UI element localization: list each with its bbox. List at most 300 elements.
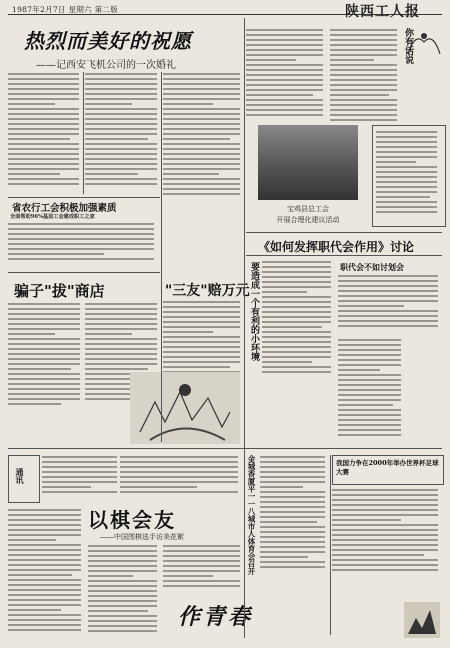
text-line [120, 486, 197, 490]
text-line [8, 373, 80, 377]
text-line [163, 331, 213, 335]
text-line [85, 303, 157, 307]
header-rule [8, 14, 442, 15]
text-line [88, 575, 133, 579]
discussion-rule-bottom [246, 255, 442, 256]
text-line [8, 549, 81, 553]
text-line [332, 529, 438, 533]
text-line [246, 104, 323, 108]
text-line [260, 456, 325, 460]
text-line [88, 560, 157, 564]
text-line [260, 511, 325, 515]
text-line [330, 54, 397, 58]
text-line [8, 348, 80, 352]
text-line [8, 103, 55, 107]
text-line [88, 630, 157, 634]
text-line [163, 78, 240, 82]
text-line [163, 306, 240, 310]
text-line [85, 163, 157, 167]
text-line [262, 321, 331, 325]
text-line [8, 574, 72, 578]
text-line [8, 539, 56, 543]
text-line [246, 39, 323, 43]
text-line [163, 560, 240, 564]
text-line [246, 74, 323, 78]
text-line [8, 313, 80, 317]
text-line [8, 509, 81, 513]
text-line [8, 118, 79, 122]
text-line [8, 148, 79, 152]
text-line [262, 341, 331, 345]
col-divider-3 [244, 18, 245, 638]
text-line [163, 555, 240, 559]
text-line [376, 211, 437, 215]
text-line [85, 338, 157, 342]
text-line [330, 94, 389, 98]
text-line [8, 258, 154, 262]
text-line [8, 178, 79, 182]
decorative-art [130, 372, 240, 444]
issue-date: 1987年2月7日 星期六 第二版 [12, 5, 118, 14]
text-line [338, 300, 438, 304]
text-line [8, 123, 79, 127]
text-line [332, 499, 438, 503]
text-line [376, 136, 437, 140]
text-line [8, 579, 81, 583]
discussion-body-2 [338, 274, 442, 334]
text-line [338, 275, 438, 279]
text-line [8, 534, 81, 538]
top-right-body [330, 28, 400, 128]
text-line [330, 99, 397, 103]
text-line [330, 64, 397, 68]
text-line [260, 466, 325, 470]
liar-body [8, 302, 83, 412]
text-line [8, 594, 81, 598]
text-line [262, 281, 331, 285]
text-line [88, 570, 157, 574]
text-line [332, 554, 424, 558]
text-line [332, 559, 438, 563]
text-line [8, 173, 60, 177]
text-line [163, 113, 240, 117]
text-line [42, 461, 117, 465]
text-line [330, 34, 397, 38]
text-line [8, 153, 79, 157]
union-body [8, 222, 160, 268]
text-line [163, 73, 240, 77]
text-line [8, 98, 79, 102]
text-line [338, 424, 401, 428]
text-line [8, 253, 104, 257]
text-line [246, 99, 323, 103]
calligraphy-banner: 作青春 [178, 604, 254, 630]
text-line [85, 318, 157, 322]
text-line [163, 351, 240, 355]
text-line [338, 280, 438, 284]
col-divider-2 [161, 72, 162, 442]
golden-body [120, 455, 243, 501]
text-line [260, 471, 325, 475]
worldcup-title: 我国力争在2000年举办世界杯足球大赛 [336, 459, 439, 476]
text-line [8, 73, 79, 77]
text-line [85, 143, 157, 147]
text-line [246, 54, 323, 58]
text-line [246, 84, 323, 88]
text-line [338, 374, 401, 378]
text-line [163, 356, 240, 360]
corner-illustration [405, 28, 443, 58]
text-line [42, 486, 91, 490]
text-line [262, 291, 307, 295]
text-line [260, 481, 325, 485]
text-line [163, 575, 213, 579]
text-line [120, 456, 238, 460]
text-line [85, 333, 132, 337]
text-line [8, 398, 80, 402]
text-line [332, 519, 401, 523]
text-line [8, 519, 81, 523]
news-photo [258, 125, 358, 200]
text-line [8, 388, 80, 392]
text-line [338, 364, 401, 368]
text-line [262, 331, 331, 335]
text-line [88, 595, 157, 599]
text-line [163, 326, 240, 330]
text-line [8, 629, 81, 633]
text-line [8, 514, 81, 518]
text-line [376, 171, 437, 175]
text-line [338, 414, 401, 418]
text-line [85, 103, 132, 107]
text-line [163, 311, 240, 315]
text-line [338, 389, 401, 393]
text-line [85, 83, 157, 87]
text-line [260, 561, 325, 565]
discussion-rule-top [246, 232, 442, 233]
text-line [8, 83, 79, 87]
text-line [260, 461, 325, 465]
text-line [338, 325, 438, 329]
text-line [330, 114, 397, 118]
lower-rule [8, 448, 442, 449]
text-line [246, 59, 296, 63]
text-line [42, 471, 117, 475]
text-line [8, 604, 81, 608]
text-line [338, 285, 438, 289]
chess-body-2 [88, 544, 160, 638]
text-line [246, 49, 323, 53]
text-line [262, 366, 331, 370]
text-line [85, 78, 157, 82]
text-line [85, 123, 157, 127]
text-line [262, 301, 331, 305]
text-line [338, 419, 401, 423]
text-line [332, 569, 438, 573]
text-line [88, 615, 157, 619]
text-line [8, 599, 81, 603]
text-line [260, 476, 325, 480]
text-line [88, 555, 157, 559]
text-line [88, 550, 157, 554]
text-line [85, 183, 157, 187]
text-line [88, 585, 157, 589]
discussion-title: 《如何发挥职代会作用》讨论 [258, 240, 415, 254]
text-line [88, 610, 148, 614]
chess-body-1 [8, 508, 84, 638]
text-line [163, 580, 240, 584]
text-line [163, 138, 230, 142]
text-line [163, 88, 240, 92]
text-line [8, 113, 79, 117]
text-line [8, 108, 79, 112]
jinrong-title: 金城香厦平一一八城市人体育会召开 [247, 455, 256, 575]
text-line [330, 109, 397, 113]
text-line [8, 368, 71, 372]
text-line [163, 193, 240, 197]
text-line [163, 585, 240, 589]
text-line [85, 93, 157, 97]
lead-body-col3 [163, 72, 243, 202]
text-line [332, 544, 438, 548]
text-line [8, 393, 80, 397]
text-line [338, 349, 401, 353]
text-line [332, 509, 438, 513]
text-line [332, 534, 438, 538]
text-line [262, 356, 331, 360]
text-line [338, 404, 393, 408]
text-line [262, 346, 331, 350]
text-line [338, 434, 401, 438]
text-line [376, 146, 437, 150]
text-line [8, 328, 80, 332]
text-line [163, 346, 240, 350]
text-line [338, 379, 401, 383]
text-line [42, 456, 117, 460]
discussion-col-title: 职代会不如讨划会 [340, 262, 404, 272]
text-line [330, 69, 397, 73]
text-line [376, 191, 437, 195]
text-line [8, 529, 81, 533]
text-line [120, 461, 238, 465]
text-line [376, 141, 437, 145]
text-line [330, 74, 397, 78]
text-line [85, 343, 157, 347]
text-line [163, 188, 240, 192]
text-line [330, 119, 397, 123]
text-line [120, 466, 238, 470]
text-line [8, 358, 80, 362]
text-line [163, 321, 240, 325]
text-line [338, 384, 401, 388]
text-line [8, 128, 79, 132]
text-line [163, 83, 240, 87]
text-line [330, 89, 397, 93]
text-line [332, 489, 438, 493]
lead-body-col2 [85, 72, 160, 194]
text-line [8, 248, 154, 252]
text-line [163, 133, 240, 137]
text-line [338, 359, 401, 363]
text-line [246, 89, 323, 93]
text-line [338, 394, 401, 398]
chess-body-3 [163, 544, 243, 594]
text-line [376, 176, 437, 180]
text-line [8, 338, 80, 342]
text-line [88, 625, 157, 629]
text-line [8, 143, 79, 147]
text-line [8, 619, 81, 623]
text-line [246, 109, 323, 113]
text-line [163, 570, 240, 574]
text-line [260, 556, 308, 560]
text-line [42, 491, 117, 495]
text-line [332, 549, 438, 553]
text-line [163, 361, 240, 365]
text-line [330, 79, 397, 83]
text-line [8, 383, 80, 387]
text-line [85, 113, 157, 117]
text-line [246, 64, 323, 68]
text-line [8, 238, 154, 242]
taiwan-body [42, 455, 120, 501]
sanyou-title: "三友"赔万元 [165, 283, 250, 299]
text-line [260, 541, 325, 545]
lead-subtitle: ——记西安飞机公司的一次婚礼 [36, 60, 176, 71]
text-line [42, 481, 117, 485]
text-line [330, 104, 397, 108]
text-line [8, 93, 79, 97]
text-line [42, 476, 117, 480]
text-line [246, 79, 323, 83]
lead-body-col4 [246, 28, 326, 124]
text-line [260, 546, 325, 550]
text-line [376, 161, 416, 165]
text-line [376, 166, 437, 170]
text-line [163, 341, 240, 345]
text-line [260, 486, 303, 490]
col-divider-4 [330, 455, 331, 635]
text-line [260, 506, 325, 510]
discussion-body-1 [262, 260, 334, 380]
text-line [338, 310, 438, 314]
text-line [262, 261, 331, 265]
text-line [260, 551, 325, 555]
text-line [163, 153, 240, 157]
text-line [88, 545, 157, 549]
text-line [85, 178, 157, 182]
text-line [262, 371, 331, 375]
text-line [85, 148, 157, 152]
text-line [8, 88, 79, 92]
text-line [163, 173, 219, 177]
text-line [8, 223, 154, 227]
text-line [376, 156, 437, 160]
text-line [246, 34, 323, 38]
text-line [8, 323, 80, 327]
text-line [88, 565, 157, 569]
text-line [262, 361, 312, 365]
text-line [85, 358, 157, 362]
text-line [163, 98, 240, 102]
text-line [338, 290, 438, 294]
text-line [42, 466, 117, 470]
text-line [262, 336, 331, 340]
text-line [120, 491, 238, 495]
text-line [376, 201, 437, 205]
lead-title: 热烈而美好的祝愿 [24, 29, 192, 53]
text-line [163, 93, 240, 97]
text-line [8, 569, 81, 573]
text-line [8, 228, 154, 232]
text-line [330, 39, 397, 43]
liar-title: 骗子"拔"商店 [14, 282, 105, 300]
discussion-side-title: 要造成一个有利的小环境 [249, 262, 259, 361]
text-line [260, 526, 325, 530]
text-line [85, 353, 157, 357]
text-line [163, 158, 240, 162]
text-line [8, 233, 154, 237]
text-line [120, 481, 238, 485]
chess-title: 以棋会友 [88, 508, 176, 532]
text-line [338, 429, 401, 433]
text-line [262, 271, 331, 275]
text-line [85, 323, 157, 327]
text-line [330, 49, 397, 53]
text-line [332, 539, 438, 543]
text-line [332, 494, 438, 498]
text-line [85, 88, 157, 92]
photo-caption: 宝鸡县总工会 开展合理化建议活动 [276, 205, 340, 224]
text-line [338, 305, 404, 309]
union-title: 省农行工会积极加强素质 [12, 203, 117, 214]
text-line [260, 496, 325, 500]
text-line [163, 128, 240, 132]
text-line [85, 73, 157, 77]
text-line [163, 143, 240, 147]
text-line [338, 315, 438, 319]
text-line [88, 600, 157, 604]
text-line [262, 316, 331, 320]
text-line [8, 609, 61, 613]
text-line [8, 78, 79, 82]
text-line [8, 158, 79, 162]
text-line [260, 516, 325, 520]
text-line [338, 320, 438, 324]
text-line [8, 559, 81, 563]
text-line [332, 564, 438, 568]
text-line [246, 29, 323, 33]
text-line [8, 589, 81, 593]
text-line [85, 98, 157, 102]
text-line [8, 554, 81, 558]
text-line [8, 163, 79, 167]
text-line [163, 148, 240, 152]
text-line [260, 531, 325, 535]
text-line [163, 183, 240, 187]
text-line [8, 564, 81, 568]
text-line [332, 524, 438, 528]
text-line [85, 138, 148, 142]
text-line [163, 336, 240, 340]
text-line [8, 243, 154, 247]
text-line [260, 566, 325, 570]
text-line [330, 44, 397, 48]
sidebar-body [376, 130, 440, 222]
text-line [8, 614, 81, 618]
text-line [163, 103, 213, 107]
text-line [262, 306, 331, 310]
